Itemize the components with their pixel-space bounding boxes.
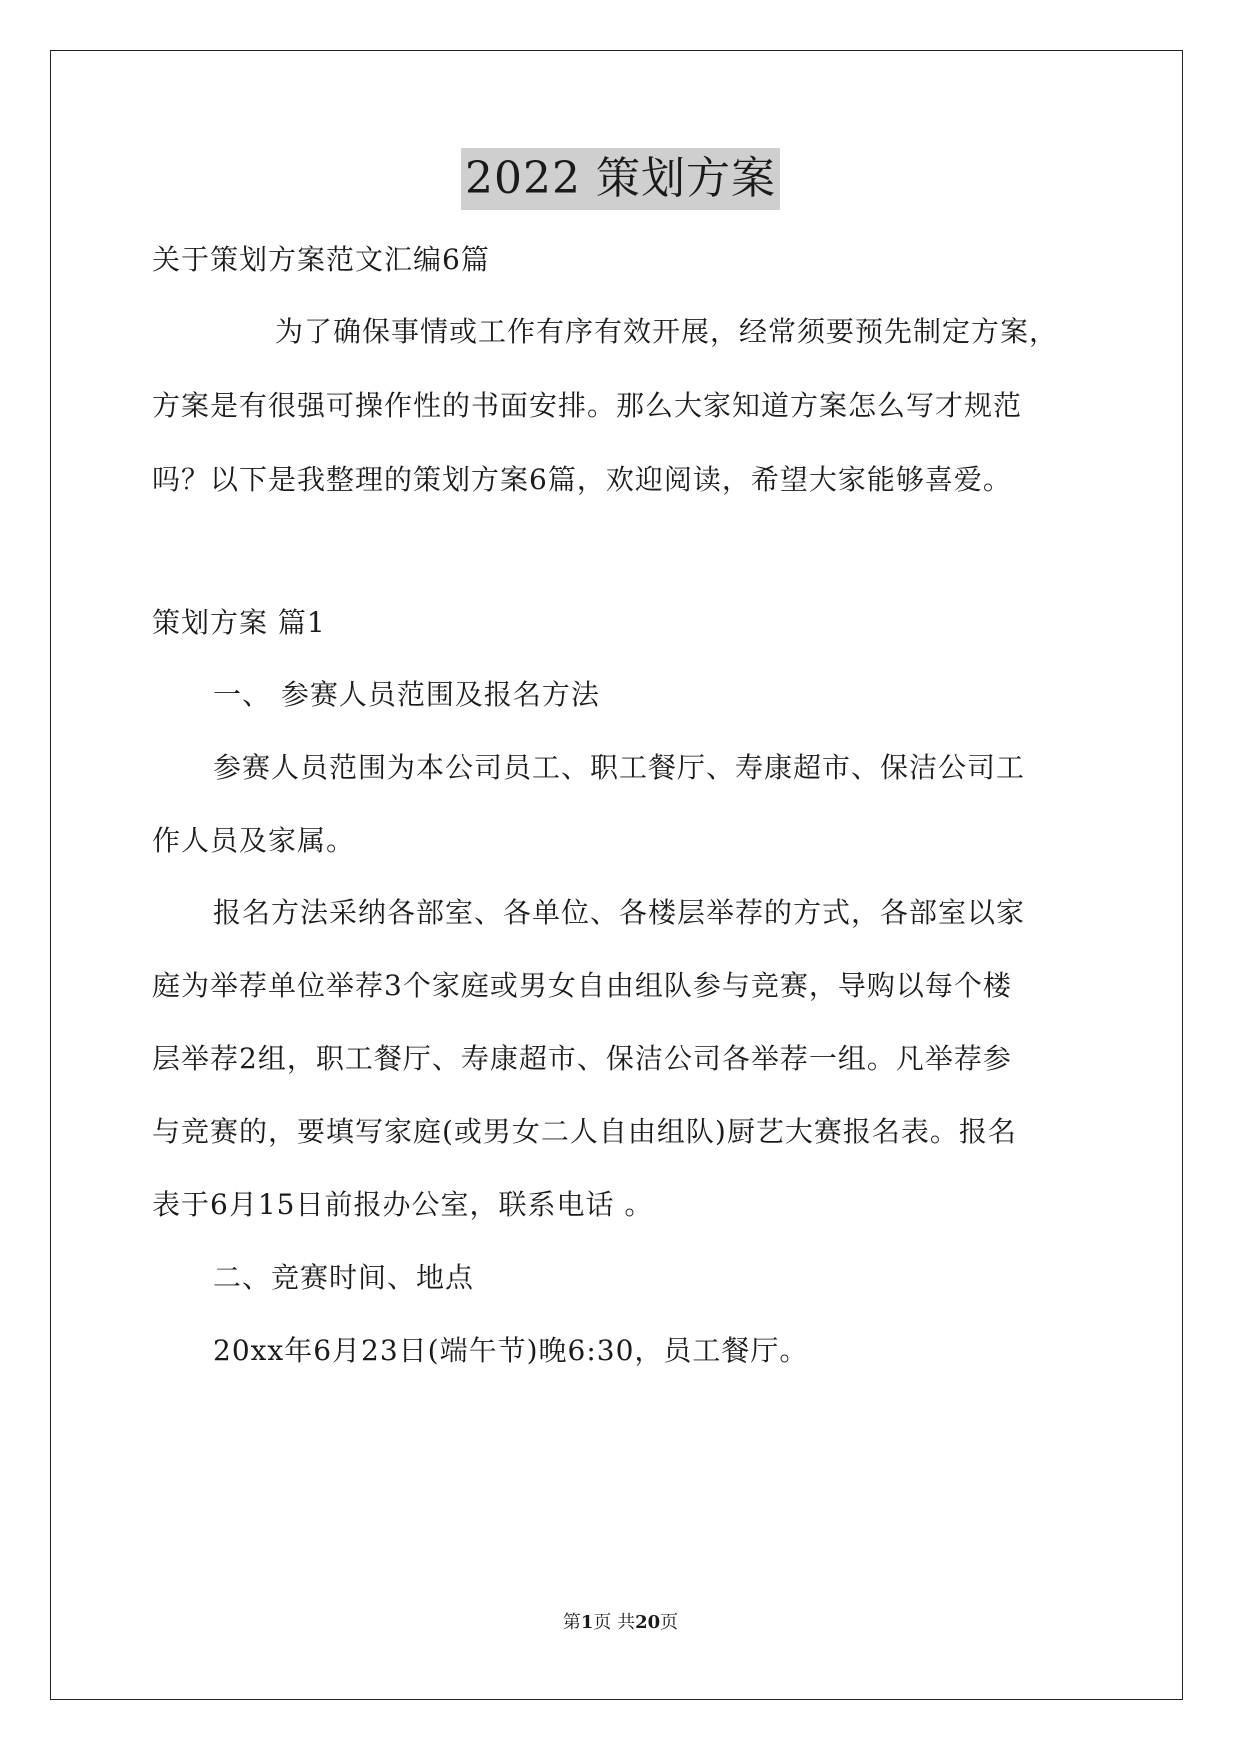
item1-para2-line-4: 与竞赛的，要填写家庭(或男女二人自由组队)厨艺大赛报名表。报名: [152, 1115, 1017, 1148]
item1-para2-line-5: 表于6月15日前报办公室，联系电话 。: [152, 1188, 654, 1221]
intro-line-2: 方案是有很强可操作性的书面安排。那么大家知道方案怎么写才规范: [152, 389, 1023, 422]
item1-para1-line-1: 参赛人员范围为本公司员工、职工餐厅、寿康超市、保洁公司工: [213, 751, 1026, 784]
item1-para2-line-1: 报名方法采纳各部室、各单位、各楼层举荐的方式，各部室以家: [213, 896, 1026, 929]
item2-heading: 二、竞赛时间、地点: [213, 1261, 475, 1294]
footer-prefix: 第: [562, 1612, 581, 1633]
footer-total-pages: 20: [635, 1612, 661, 1633]
item2-para: 20xx年6月23日(端午节)晚6:30，员工餐厅。: [213, 1334, 809, 1367]
item1-heading: 一、 参赛人员范围及报名方法: [213, 678, 600, 711]
section-heading: 策划方案 篇1: [152, 606, 326, 639]
page-footer: [0, 1611, 1241, 1635]
intro-line-1: 为了确保事情或工作有序有效开展，经常须要预先制定方案，: [275, 315, 1059, 348]
intro-line-3: 吗？以下是我整理的策划方案6篇，欢迎阅读，希望大家能够喜爱。: [152, 463, 1012, 496]
item1-para1-line-2: 作人员及家属。: [152, 824, 356, 857]
page-border: [50, 50, 1183, 1700]
footer-page-number: 1: [580, 1612, 594, 1633]
item1-para2-line-2: 庭为举荐单位举荐3个家庭或男女自由组队参与竞赛，导购以每个楼: [152, 969, 1012, 1002]
footer-mid: 页 共: [593, 1612, 636, 1633]
item1-para2-line-3: 层举荐2组，职工餐厅、寿康超市、保洁公司各举荐一组。凡举荐参: [152, 1042, 1012, 1075]
footer-suffix: 页: [660, 1612, 679, 1633]
document-subtitle: 关于策划方案范文汇编6篇: [152, 243, 490, 276]
document-title: 2022 策划方案: [461, 148, 780, 210]
